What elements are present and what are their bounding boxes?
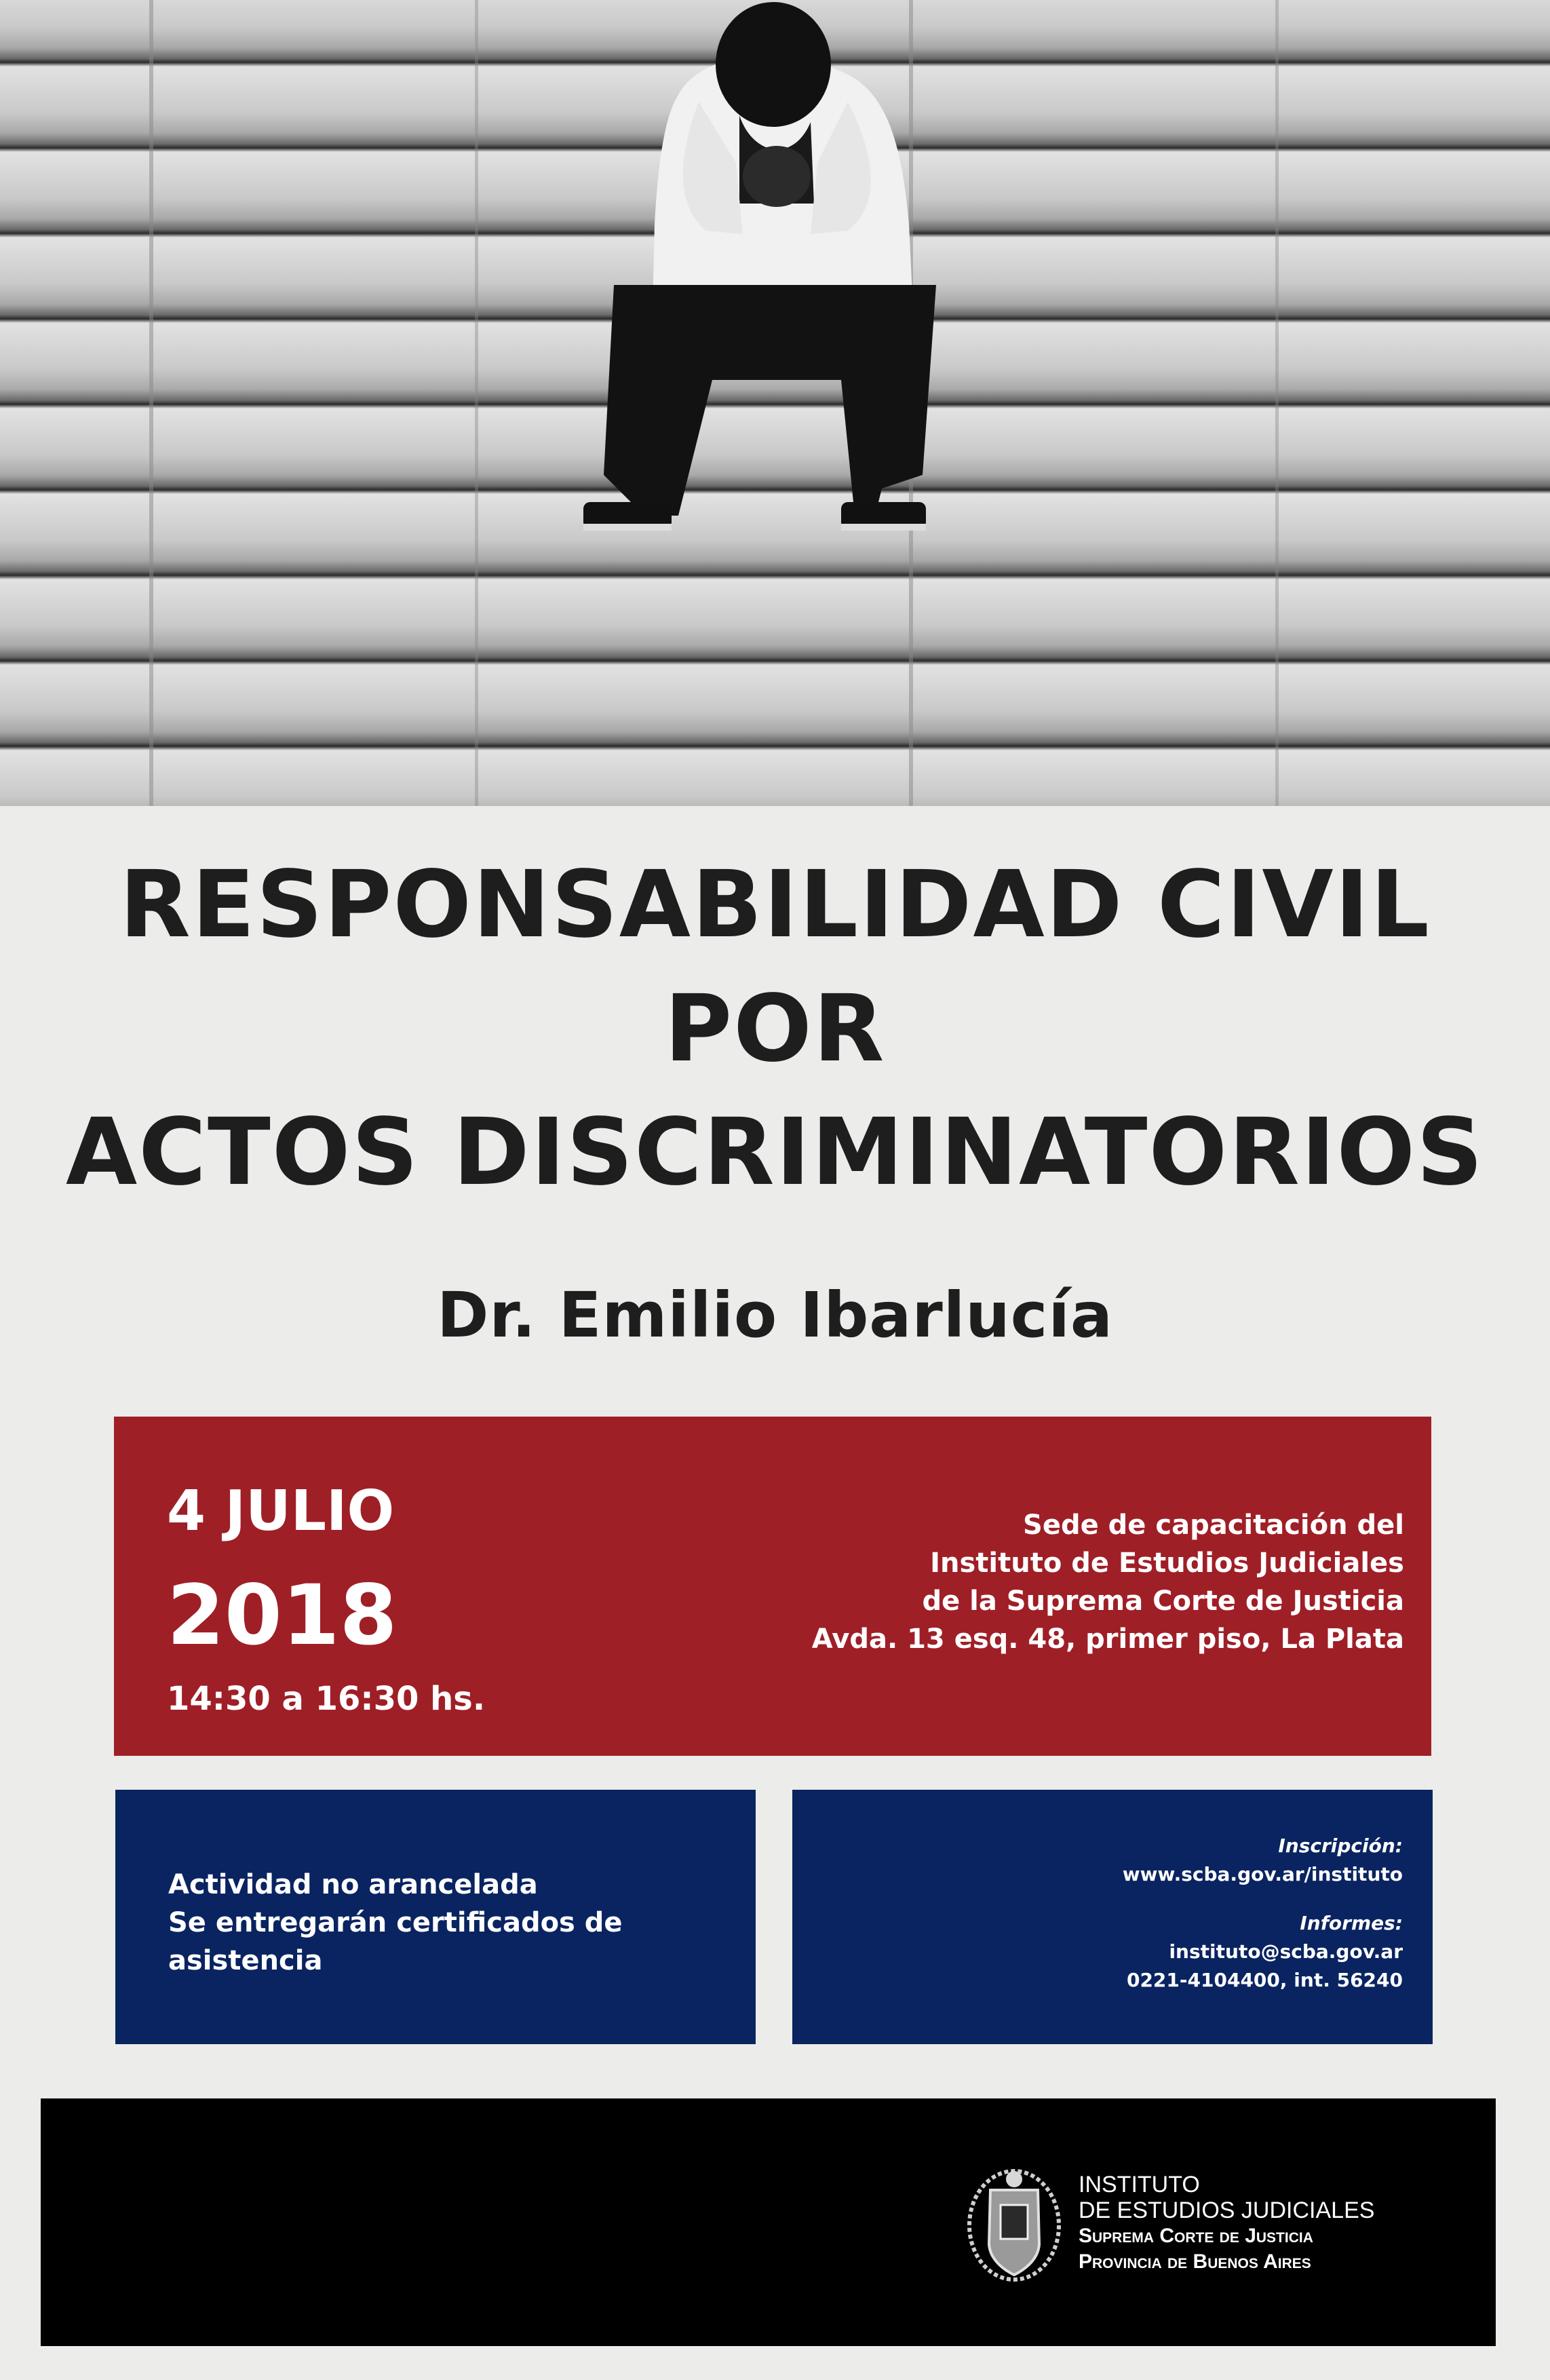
event-day-month: 4 JULIO <box>167 1479 395 1543</box>
venue-line: de la Suprema Corte de Justicia <box>922 1586 1404 1617</box>
footer-bar <box>41 2098 1496 2346</box>
activity-info <box>168 1866 756 1980</box>
institute-line2: DE ESTUDIOS JUDICIALES <box>1079 2197 1375 2223</box>
contact-panel <box>792 1790 1433 2044</box>
venue-line: Instituto de Estudios Judiciales <box>930 1548 1404 1579</box>
man-on-stairs-illustration <box>0 0 1550 806</box>
event-title-line2: POR <box>664 976 886 1083</box>
event-time: 14:30 a 16:30 hs. <box>167 1680 486 1718</box>
institute-name <box>1079 2172 1374 2275</box>
venue-block <box>812 1506 1404 1658</box>
info-label: Informes: <box>1300 1912 1403 1934</box>
venue-line: Sede de capacitación del <box>1023 1510 1404 1541</box>
registration-link[interactable]: www.scba.gov.ar/instituto <box>1122 1863 1403 1885</box>
activity-panel <box>115 1790 756 2044</box>
activity-certificate-note: Se entregarán certificados de asistencia <box>168 1907 623 1976</box>
court-seal-icon <box>963 2163 1065 2285</box>
event-title-line1: RESPONSABILIDAD CIVIL <box>119 851 1431 959</box>
info-phone: 0221-4104400, int. 56240 <box>1126 1969 1403 1991</box>
institute-line4: Provincia de Buenos Aires <box>1079 2250 1311 2273</box>
date-venue-panel <box>114 1417 1431 1756</box>
registration-label: Inscripción: <box>1278 1835 1403 1857</box>
event-title-line3: ACTOS DISCRIMINATORIOS <box>65 1099 1485 1206</box>
venue-address: Avda. 13 esq. 48, primer piso, La Plata <box>811 1624 1404 1655</box>
contact-info <box>1123 1832 1403 1995</box>
header-photo <box>0 0 1550 806</box>
info-email-link[interactable]: instituto@scba.gov.ar <box>1169 1940 1403 1963</box>
institute-line3: Suprema Corte de Justicia <box>1079 2225 1313 2247</box>
institute-line1: INSTITUTO <box>1079 2172 1200 2197</box>
event-year: 2018 <box>167 1567 398 1664</box>
activity-fee-note: Actividad no arancelada <box>168 1869 538 1900</box>
speaker-name: Dr. Emilio Ibarlucía <box>437 1279 1113 1351</box>
